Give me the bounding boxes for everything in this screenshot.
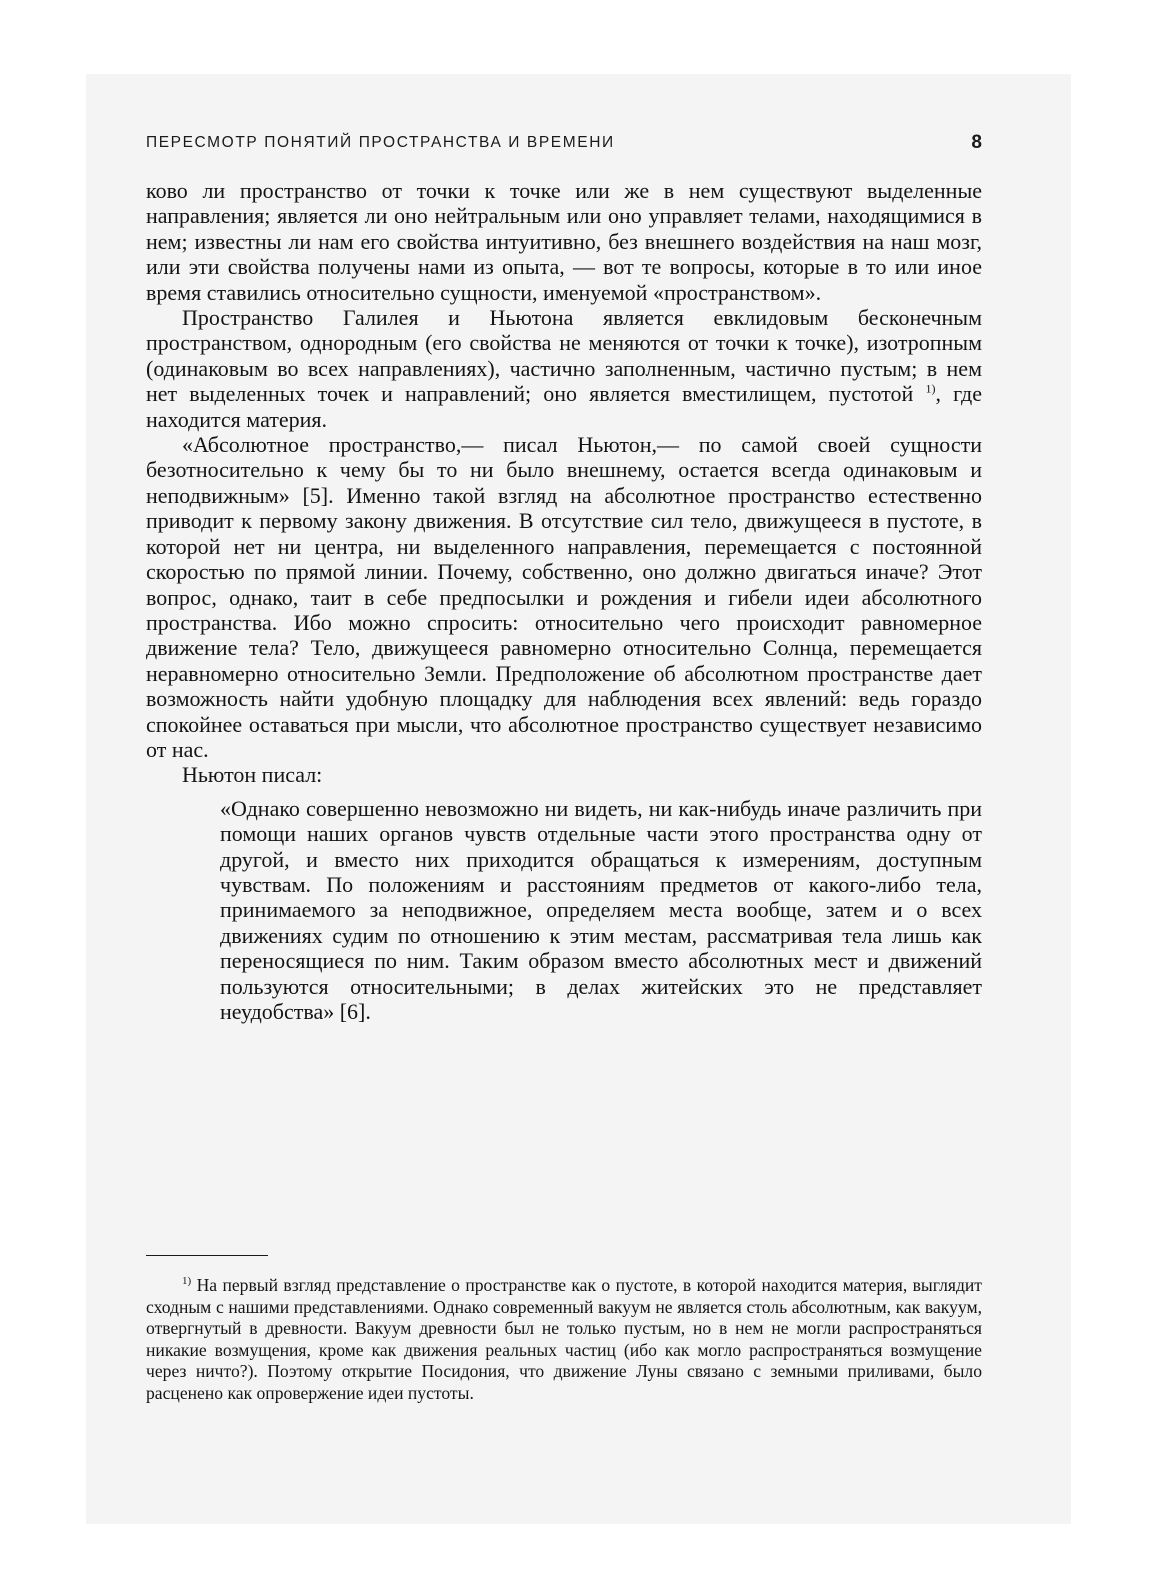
paragraph-4: Ньютон писал: (182, 762, 323, 788)
paragraph-3: «Абсолютное пространство,— писал Ньютон,— по самой своей сущности безотносительно к чему бы то ни было внешнему, остается всегда одинаковым и неподвижным» [5]. Именно такой взгляд на абсолютное пространство естественно приводит к первому закону движения. В отсутствие сил тело, движущееся в пустоте, в которой нет ни центра, ни выделенного направления, перемещается с постоянной скоростью по прямой линии. Почему, собственно, оно должно двигаться иначе? Этот вопрос, однако, таит в себе предпосылки и рождения и гибели идеи абсолютного пространства. Ибо можно спросить: относительно чего происходит равномерное движение тела? Тело, движущееся равномерно относительно Солнца, перемещается неравномерно относительно Земли. Предположение об абсолютном пространстве дает возможность найти удобную площадку для наблюдения всех явлений: ведь гораздо спокойнее оставаться при мысли, что абсолютное пространство существует независимо от нас. (146, 432, 982, 762)
block-quote: «Однако совершенно невозможно ни видеть, ни как-нибудь иначе различить при помощи наших органов чувств отдельные части этого пространства одну от другой, и вместо них приходится обращаться к измерениям, доступным чувствам. По положениям и расстояниям предметов от какого-либо тела, принимаемого за неподвижное, определяем места вообще, затем и о всех движениях судим по отношению к этим местам, рассматривая тела лишь как переносящиеся по ним. Таким образом вместо абсолютных мест и движений пользуются относительными; в делах житейских это не представляет неудобства» [6]. (220, 795, 982, 1024)
paragraph-2 (146, 305, 982, 432)
footnote-text: На первый взгляд представление о пространстве как о пустоте, в которой находится материя, выглядит сходным с нашими представлениями. Однако современный вакуум не является столь абсолютным, как вакуум, отвергнутый в древности. Вакуум древности был не только пустым, но в нем не могли распространяться никакие возмущения, кроме как движения реальных частиц (ибо как могло распространяться возмущение через ничто?). Поэтому открытие Посидония, что движение Луны связано с земными приливами, было расценено как опровержение идеи пустоты. (146, 1275, 982, 1403)
running-title: ПЕРЕСМОТР ПОНЯТИЙ ПРОСТРАНСТВА И ВРЕМЕНИ (146, 134, 615, 151)
body-text (146, 178, 982, 1024)
paragraph-2-text-start: Пространство Галилея и Ньютона является евклидовым бесконечным пространством, однородным (его свойства не меняются от точки к точке), изотропным (одинаковым во всех направлениях), частично заполненным, частично пустым; в нем нет выделенных точек и направлений; оно является вместилищем, пустотой (146, 305, 982, 407)
paragraph-2-text-end: , где находится материя. (146, 381, 983, 432)
running-head (146, 132, 982, 158)
footnote-reference: 1) (925, 381, 936, 396)
page-number: 8 (971, 132, 982, 153)
footnote-divider (146, 1255, 268, 1256)
paragraph-1: ково ли пространство от точки к точке или же в нем существуют выделенные направления; является ли оно нейтральным или оно управляет телами, находящимися в нем; известны ли нам его свойства интуитивно, без внешнего воздействия на наш мозг, или эти свойства получены нами из опыта, — вот те вопросы, которые в то или иное время ставились относительно сущности, именуемой «пространством». (146, 178, 982, 305)
footnote (146, 1275, 982, 1404)
footnote-mark: 1) (182, 1275, 192, 1288)
